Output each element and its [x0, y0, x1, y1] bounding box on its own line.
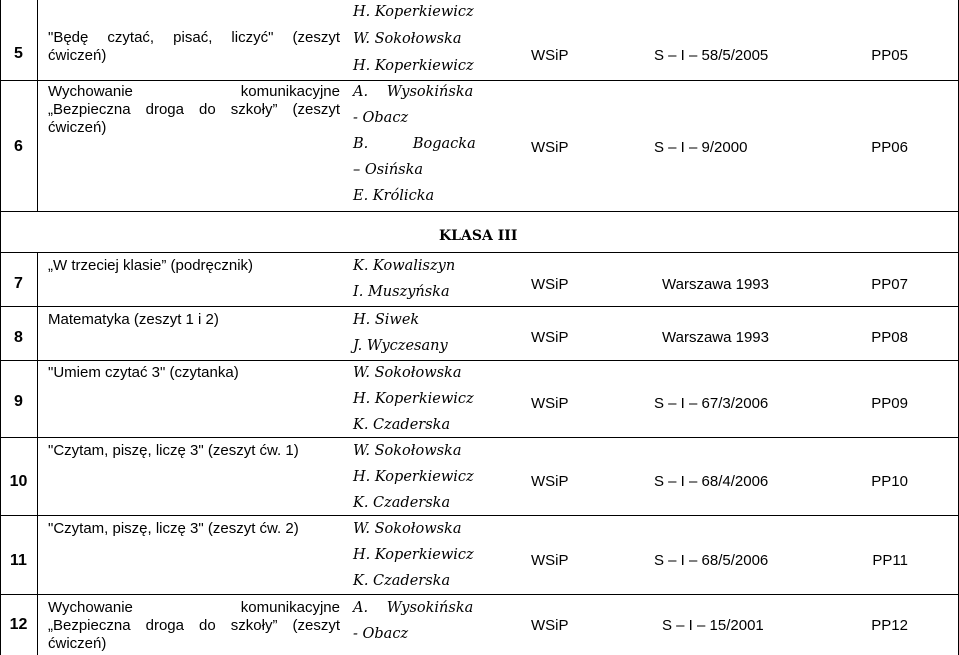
- author: H. Koperkiewicz: [353, 469, 474, 485]
- row-divider: [0, 437, 959, 438]
- row-divider: [0, 80, 959, 81]
- publisher: WSiP: [531, 395, 569, 412]
- publisher: WSiP: [531, 47, 569, 64]
- author: K. Kowaliszyn: [353, 258, 456, 274]
- publisher: WSiP: [531, 617, 569, 634]
- title-line: Wychowanie komunikacyjne: [48, 83, 340, 100]
- book-title: [48, 520, 340, 538]
- program-code: PP09: [871, 395, 908, 412]
- author: W. Sokołowska: [353, 31, 462, 47]
- program-code: PP05: [871, 47, 908, 64]
- row-divider: [0, 211, 959, 212]
- author: H. Koperkiewicz: [353, 58, 474, 74]
- program-code: PP06: [871, 139, 908, 156]
- approval-number: Warszawa 1993: [662, 276, 769, 293]
- author: K. Czaderska: [353, 573, 451, 589]
- program-code: PP11: [872, 552, 908, 569]
- title-line: „Bezpieczna droga do szkoły” (zeszyt: [48, 101, 340, 118]
- author: H. Koperkiewicz: [353, 391, 474, 407]
- title-line: "Umiem czytać 3" (czytanka): [48, 364, 239, 381]
- book-title: [48, 364, 340, 382]
- author: B. Bogacka: [353, 136, 476, 152]
- book-title: [48, 311, 340, 329]
- program-code: PP12: [871, 617, 908, 634]
- author: - Obacz: [353, 110, 409, 126]
- author: W. Sokołowska: [353, 365, 462, 381]
- row-divider: [0, 306, 959, 307]
- row-number: 8: [14, 329, 23, 346]
- publisher: WSiP: [531, 552, 569, 569]
- author: W. Sokołowska: [353, 521, 462, 537]
- title-line: ćwiczeń): [48, 47, 107, 64]
- author: A. Wysokińska: [353, 600, 474, 616]
- row-divider: [0, 252, 959, 253]
- section-header: KLASA III: [439, 228, 518, 244]
- row-number: 7: [14, 275, 23, 292]
- author: W. Sokołowska: [353, 443, 462, 459]
- row-divider: [0, 360, 959, 361]
- row-number: 6: [14, 138, 23, 155]
- program-code: PP08: [871, 329, 908, 346]
- title-line: ćwiczeń): [48, 119, 107, 136]
- approval-number: S – I – 15/2001: [662, 617, 764, 634]
- column-divider: [37, 252, 38, 655]
- approval-number: S – I – 58/5/2005: [654, 47, 769, 64]
- row-number: 9: [14, 393, 23, 410]
- publisher: WSiP: [531, 473, 569, 490]
- row-divider: [0, 515, 959, 516]
- row-number: 11: [10, 552, 27, 569]
- author: H. Koperkiewicz: [353, 4, 474, 20]
- author: K. Czaderska: [353, 495, 451, 511]
- title-line: "Będę czytać, pisać, liczyć" (zeszyt: [48, 29, 340, 46]
- book-title: [48, 599, 340, 653]
- row-number: 10: [9, 473, 28, 490]
- program-code: PP07: [871, 276, 908, 293]
- author: H. Koperkiewicz: [353, 547, 474, 563]
- title-line: „W trzeciej klasie” (podręcznik): [48, 257, 254, 274]
- book-title: [48, 83, 340, 137]
- column-divider: [37, 0, 38, 211]
- book-title: [48, 257, 340, 275]
- publisher: WSiP: [531, 276, 569, 293]
- author: - Obacz: [353, 626, 409, 642]
- author: J. Wyczesany: [353, 338, 448, 354]
- title-line: "Czytam, piszę, liczę 3" (zeszyt ćw. 2): [48, 520, 299, 537]
- book-title: [48, 29, 340, 65]
- author: A. Wysokińska: [353, 84, 474, 100]
- approval-number: S – I – 9/2000: [654, 139, 748, 156]
- title-line: ćwiczeń): [48, 635, 107, 652]
- author: I. Muszyńska: [353, 284, 450, 300]
- title-line: Wychowanie komunikacyjne: [48, 599, 340, 616]
- approval-number: S – I – 68/5/2006: [654, 552, 769, 569]
- author: – Osińska: [353, 162, 424, 178]
- program-code: PP10: [871, 473, 908, 490]
- publisher: WSiP: [531, 329, 569, 346]
- title-line: Matematyka (zeszyt 1 i 2): [48, 311, 219, 328]
- approval-number: Warszawa 1993: [662, 329, 769, 346]
- title-line: "Czytam, piszę, liczę 3" (zeszyt ćw. 1): [48, 442, 299, 459]
- publisher: WSiP: [531, 139, 569, 156]
- author: H. Siwek: [353, 312, 420, 328]
- author: K. Czaderska: [353, 417, 451, 433]
- row-number: 5: [14, 45, 23, 62]
- row-divider: [0, 594, 959, 595]
- title-line: „Bezpieczna droga do szkoły” (zeszyt: [48, 617, 340, 634]
- author: E. Królicka: [353, 188, 435, 204]
- approval-number: S – I – 68/4/2006: [654, 473, 769, 490]
- book-title: [48, 442, 340, 460]
- approval-number: S – I – 67/3/2006: [654, 395, 769, 412]
- row-number: 12: [9, 616, 28, 633]
